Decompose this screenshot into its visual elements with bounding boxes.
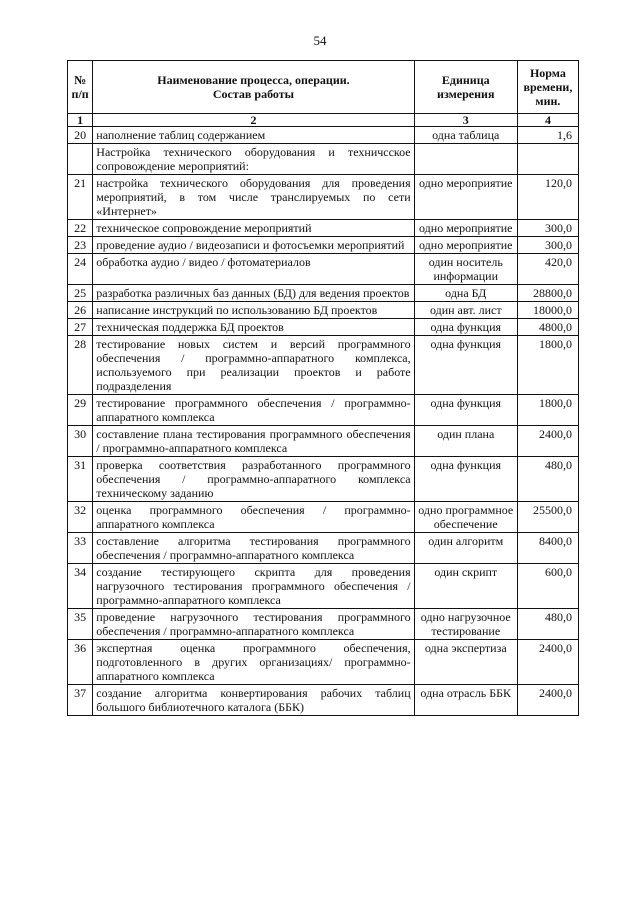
row-time-norm: 2400,0 [517,640,578,685]
row-unit: одно нагрузочное тестирование [414,609,517,640]
row-number: 35 [68,609,93,640]
row-unit: один плана [414,426,517,457]
row-number [68,144,93,175]
table-row [68,685,579,716]
row-number: 22 [68,220,93,237]
row-number: 24 [68,254,93,285]
table-header-row [68,61,579,114]
row-unit: один авт. лист [414,302,517,319]
row-number: 36 [68,640,93,685]
row-time-norm: 300,0 [517,237,578,254]
page-number: 54 [313,33,327,48]
row-process-name: написание инструкций по использованию БД проектов [93,302,414,319]
row-number: 29 [68,395,93,426]
row-number: 21 [68,175,93,220]
row-number: 34 [68,564,93,609]
table-row [68,502,579,533]
row-number: 37 [68,685,93,716]
table-row [68,533,579,564]
row-process-name: создание алгоритма конвертирования рабочих таблиц большого библиотечного каталога (ББК) [93,685,414,716]
row-time-norm: 8400,0 [517,533,578,564]
row-unit: одна функция [414,319,517,336]
row-unit: одна отрасль ББК [414,685,517,716]
row-number: 30 [68,426,93,457]
row-time-norm: 480,0 [517,457,578,502]
header-time-norm: Норма времени, мин. [517,61,578,114]
row-process-name: проверка соответствия разработанного программного обеспечения / программно-аппаратного комплекса техническому заданию [93,457,414,502]
row-time-norm: 300,0 [517,220,578,237]
row-unit: одно мероприятие [414,220,517,237]
row-unit: одна таблица [414,127,517,144]
row-unit: один алгоритм [414,533,517,564]
row-number: 33 [68,533,93,564]
table-row [68,457,579,502]
row-process-name: разработка различных баз данных (БД) для ведения проектов [93,285,414,302]
table-row [68,564,579,609]
row-process-name: настройка технического оборудования для проведения мероприятий, в том числе транслируемых по сети «Интернет» [93,175,414,220]
row-process-name: тестирование новых систем и версий программного обеспечения / программно-аппаратного комплекса, используемого при реализации проектов и работе подразделения [93,336,414,395]
row-unit: один носитель информации [414,254,517,285]
row-unit: одно мероприятие [414,237,517,254]
header-process-name: Наименование процесса, операции. Состав работы [93,61,414,114]
table-row [68,127,579,144]
row-time-norm: 1800,0 [517,336,578,395]
table-row [68,395,579,426]
header-number: № п/п [68,61,93,114]
row-process-name: обработка аудио / видео / фотоматериалов [93,254,414,285]
header-unit: Единица измерения [414,61,517,114]
row-process-name: тестирование программного обеспечения / программно-аппаратного комплекса [93,395,414,426]
row-process-name: Настройка технического оборудования и техничсское сопровождение мероприятий: [93,144,414,175]
row-number: 32 [68,502,93,533]
row-time-norm: 18000,0 [517,302,578,319]
row-unit: одна функция [414,336,517,395]
row-unit: одна функция [414,457,517,502]
table-row [68,319,579,336]
row-process-name: проведение нагрузочного тестирования программного обеспечения / программно-аппаратного комплекса [93,609,414,640]
column-number-row [68,114,579,127]
table-row [68,336,579,395]
row-number: 23 [68,237,93,254]
row-time-norm: 420,0 [517,254,578,285]
row-number: 20 [68,127,93,144]
table-row [68,426,579,457]
row-process-name: техническое сопровождение мероприятий [93,220,414,237]
row-process-name: проведение аудио / видеозаписи и фотосъемки мероприятий [93,237,414,254]
row-time-norm: 28800,0 [517,285,578,302]
table-row [68,220,579,237]
column-number: 2 [93,114,414,127]
row-process-name: создание тестирующего скрипта для проведения нагрузочного тестирования программного обеспечения / программно-аппаратного комплекса [93,564,414,609]
row-number: 28 [68,336,93,395]
row-unit: одна БД [414,285,517,302]
column-number: 4 [517,114,578,127]
table-row [68,609,579,640]
row-number: 31 [68,457,93,502]
row-time-norm: 600,0 [517,564,578,609]
table-row [68,237,579,254]
table-row [68,285,579,302]
row-unit: одна экспертиза [414,640,517,685]
row-time-norm: 1,6 [517,127,578,144]
table-row [68,640,579,685]
row-number: 25 [68,285,93,302]
row-time-norm: 1800,0 [517,395,578,426]
table-row [68,175,579,220]
row-unit: одно программное обеспечение [414,502,517,533]
row-process-name: оценка программного обеспечения / программно-аппаратного комплекса [93,502,414,533]
row-number: 27 [68,319,93,336]
row-unit [414,144,517,175]
row-time-norm: 480,0 [517,609,578,640]
row-process-name: экспертная оценка программного обеспечения, подготовленного в других организациях/ программно-аппаратного комплекса [93,640,414,685]
table-row [68,254,579,285]
row-time-norm: 2400,0 [517,426,578,457]
table-row [68,144,579,175]
row-unit: один скрипт [414,564,517,609]
norms-table [67,60,579,716]
column-number: 3 [414,114,517,127]
row-unit: одно мероприятие [414,175,517,220]
row-number: 26 [68,302,93,319]
row-process-name: наполнение таблиц содержанием [93,127,414,144]
row-time-norm: 120,0 [517,175,578,220]
row-process-name: составление плана тестирования программного обеспечения / программно-аппаратного комплекса [93,426,414,457]
table-row [68,302,579,319]
row-unit: одна функция [414,395,517,426]
row-time-norm: 4800,0 [517,319,578,336]
row-time-norm [517,144,578,175]
column-number: 1 [68,114,93,127]
row-time-norm: 2400,0 [517,685,578,716]
row-process-name: техническая поддержка БД проектов [93,319,414,336]
row-process-name: составление алгоритма тестирования программного обеспечения / программно-аппаратного комплекса [93,533,414,564]
row-time-norm: 25500,0 [517,502,578,533]
